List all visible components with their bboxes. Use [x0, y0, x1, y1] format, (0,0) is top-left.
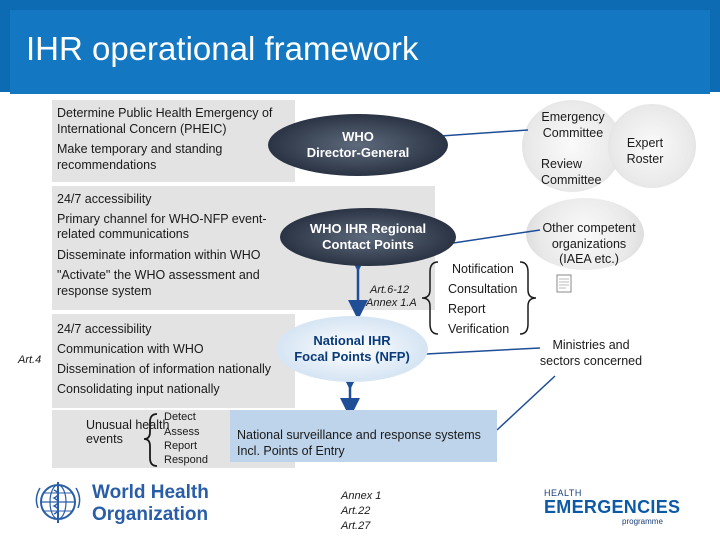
national-surveillance-line2: Incl. Points of Entry	[237, 444, 345, 458]
other-orgs-line3: (IAEA etc.)	[559, 252, 619, 266]
events-unusual: Unusual health	[86, 418, 170, 432]
flow-notification: Notification	[452, 262, 514, 276]
events-assess: Assess	[164, 426, 200, 438]
annex-line1: Annex 1	[341, 490, 382, 502]
emergencies-logo-top: HEALTH	[544, 488, 582, 498]
page-title: IHR operational framework	[26, 30, 419, 67]
who-panel-line2: International Concern (PHEIC)	[57, 122, 227, 136]
expert-roster-line2: Roster	[626, 152, 664, 166]
nfp-panel-line4: Consolidating input nationally	[57, 382, 220, 396]
other-orgs-line2: organizations	[551, 237, 627, 251]
regional-panel-line5: "Activate" the WHO assessment and	[57, 268, 260, 282]
health-emergencies-logo	[544, 488, 681, 528]
emergencies-logo-main: EMERGENCIES	[544, 497, 681, 517]
emergency-committee-line2: Committee	[542, 126, 604, 140]
annex-line2: Art.22	[341, 505, 371, 517]
ministries-line1: Ministries and	[552, 338, 630, 352]
emergency-committee-line1: Emergency	[541, 110, 605, 124]
annex-line3: Art.27	[341, 520, 371, 532]
nfp-panel-line2: Communication with WHO	[57, 342, 204, 356]
emergencies-logo-sub: programme	[622, 517, 663, 526]
review-committee-line2: Committee	[541, 173, 602, 187]
review-committee-line1: Review	[541, 157, 582, 171]
events-respond: Respond	[164, 454, 209, 466]
who-director-general	[268, 114, 448, 176]
who-logo-line2: Organization	[92, 504, 209, 525]
who-panel-line3: Make temporary and standing	[57, 142, 223, 156]
regional-line2: Contact Points	[322, 237, 414, 252]
nfp-line2: Focal Points (NFP)	[294, 349, 410, 364]
ministries-line2: sectors concerned	[539, 354, 643, 368]
who-logo-line1: World Health	[92, 482, 209, 503]
other-orgs-line1: Other competent	[542, 221, 636, 235]
regional-panel-line1: 24/7 accessibility	[57, 192, 152, 206]
who-dg-line2: Director-General	[306, 145, 410, 160]
regional-panel-line2: Primary channel for WHO-NFP event-	[57, 212, 267, 226]
events-detect: Detect	[164, 411, 196, 423]
regional-line1: WHO IHR Regional	[309, 221, 427, 236]
regional-panel-line6: response system	[57, 284, 152, 298]
regional-panel-line4: Disseminate information within WHO	[57, 248, 261, 262]
flow-verification: Verification	[448, 322, 510, 336]
who-ihr-regional-contact-points	[280, 208, 456, 266]
art-ref-line1: Art.6-12	[370, 284, 410, 296]
flow-report: Report	[448, 302, 486, 316]
art4-label: Art.4	[18, 354, 42, 366]
expert-roster-line1: Expert	[626, 136, 664, 150]
nfp-line1: National IHR	[313, 333, 391, 348]
regional-panel-line3: related communications	[57, 227, 190, 241]
national-surveillance-line1: National surveillance and response systems	[237, 428, 481, 442]
who-logo	[32, 478, 222, 528]
national-ihr-focal-points	[276, 316, 428, 382]
who-panel-line1: Determine Public Health Emergency of	[57, 106, 273, 120]
nfp-panel-line3: Dissemination of information nationally	[57, 362, 271, 376]
who-panel-line4: recommendations	[57, 158, 157, 172]
who-dg-line1: WHO	[342, 129, 374, 144]
art-ref-line2: Annex 1.A	[366, 297, 417, 309]
events-events: events	[86, 432, 123, 446]
flow-consultation: Consultation	[448, 282, 518, 296]
events-report: Report	[164, 440, 198, 452]
nfp-panel-line1: 24/7 accessibility	[57, 322, 152, 336]
who-emblem-icon	[32, 478, 84, 528]
